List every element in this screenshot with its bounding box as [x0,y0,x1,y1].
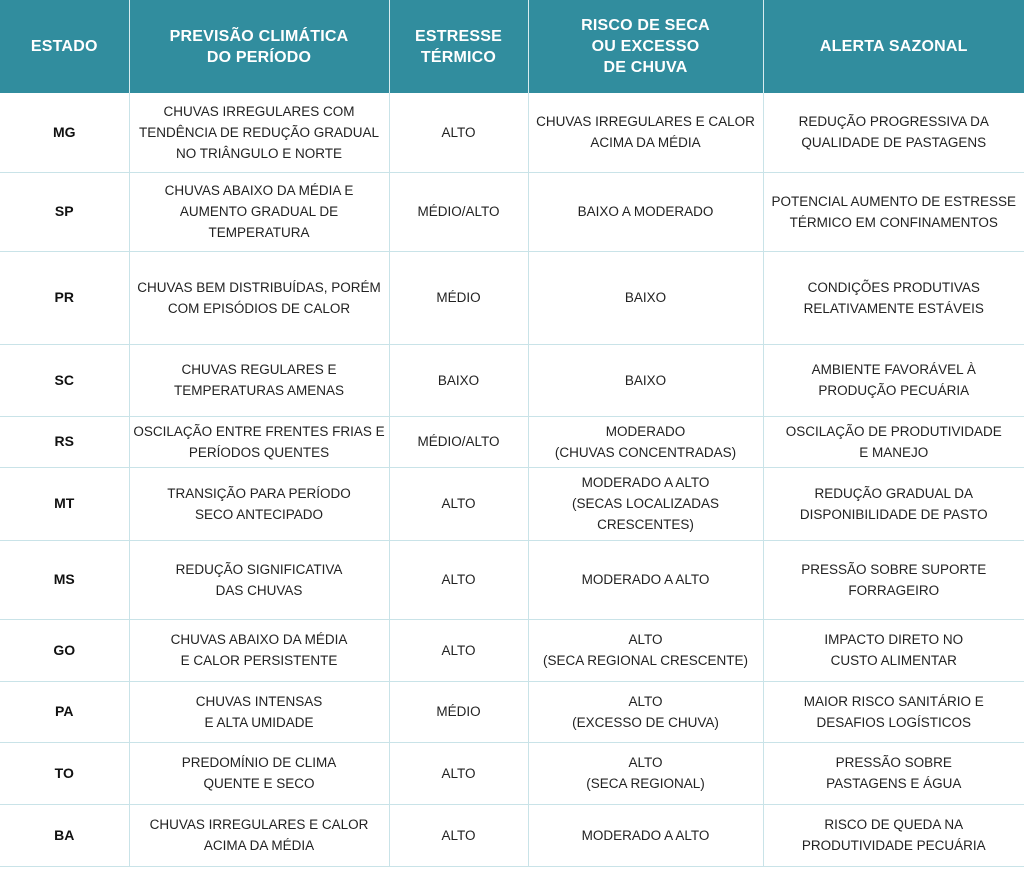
cell-estado [0,742,129,804]
cell-text: SC [54,371,74,388]
cell-text: BAIXO [624,372,667,388]
table-header [0,0,1024,93]
cell-estresse [389,742,528,804]
cell-estado [0,804,129,866]
cell-text: BAIXO [624,290,667,305]
cell-estresse [389,251,528,344]
cell-alerta [763,467,1024,540]
cell-risco [528,93,763,172]
cell-text: ALTO [441,496,476,511]
header-previsao-label: PREVISÃO CLIMÁTICA DO PERÍODO [169,27,349,66]
cell-text: REDUÇÃO SIGNIFICATIVA DAS CHUVAS [175,561,343,598]
cell-alerta [763,540,1024,619]
cell-previsao [129,742,389,804]
cell-text: CHUVAS ABAIXO DA MÉDIA E CALOR PERSISTENTE [170,632,348,668]
cell-text: CHUVAS REGULARES E TEMPERATURAS AMENAS [173,362,345,398]
cell-estado [0,540,129,619]
cell-text: SP [54,203,74,219]
table-row [0,742,1024,804]
cell-text: PRESSÃO SOBRE PASTAGENS E ÁGUA [826,755,962,791]
table-row [0,251,1024,344]
cell-risco [528,344,763,416]
cell-previsao [129,804,389,866]
cell-previsao [129,681,389,742]
cell-estado [0,93,129,172]
cell-text: ALTO [441,124,476,140]
cell-text: MAIOR RISCO SANITÁRIO E DESAFIOS LOGÍSTICOS [803,693,984,730]
cell-previsao [129,467,389,540]
cell-text: PREDOMÍNIO DE CLIMA QUENTE E SECO [181,755,337,791]
cell-text: TRANSIÇÃO PARA PERÍODO SECO ANTECIPADO [167,485,351,522]
cell-text: CHUVAS INTENSAS E ALTA UMIDADE [195,693,323,730]
cell-text: CHUVAS IRREGULARES E CALOR ACIMA DA MÉDIA [149,817,369,853]
cell-estresse [389,416,528,467]
cell-estresse [389,344,528,416]
cell-estado [0,681,129,742]
cell-estresse [389,93,528,172]
cell-text: OSCILAÇÃO ENTRE FRENTES FRIAS E PERÍODOS QUENTES [133,423,385,460]
cell-text: ALTO (SECA REGIONAL CRESCENTE) [542,632,749,668]
cell-text: MÉDIO/ALTO [417,434,500,449]
cell-alerta [763,251,1024,344]
cell-text: RISCO DE QUEDA NA PRODUTIVIDADE PECUÁRIA [801,817,986,853]
table-row [0,540,1024,619]
cell-estado [0,467,129,540]
cell-alerta [763,742,1024,804]
cell-text: IMPACTO DIRETO NO CUSTO ALIMENTAR [824,632,964,668]
cell-alerta [763,93,1024,172]
cell-text: MÉDIO [436,290,481,305]
cell-alerta [763,416,1024,467]
header-alerta-label: ALERTA SAZONAL [819,38,968,55]
header-estresse [389,0,528,93]
cell-text: GO [53,641,76,658]
cell-estado [0,172,129,251]
cell-text: REDUÇÃO PROGRESSIVA DA QUALIDADE DE PASTAGENS [798,114,989,151]
cell-text: ALTO [441,572,476,587]
cell-estado [0,251,129,344]
cell-text: BAIXO [437,372,480,388]
cell-text: CHUVAS IRREGULARES COM TENDÊNCIA DE REDUÇÃO GRADUAL NO TRIÂNGULO E NORTE [138,103,380,161]
cell-text: MODERADO A ALTO [581,827,710,843]
cell-alerta [763,681,1024,742]
cell-estado [0,619,129,681]
cell-estresse [389,540,528,619]
cell-alerta [763,344,1024,416]
cell-text: ALTO (EXCESSO DE CHUVA) [572,693,719,730]
table-row [0,172,1024,251]
cell-text: ALTO [441,642,476,658]
cell-estresse [389,467,528,540]
cell-text: PR [54,289,74,305]
cell-text: BAIXO A MODERADO [577,204,714,219]
cell-previsao [129,619,389,681]
table-row [0,804,1024,866]
cell-risco [528,172,763,251]
cell-estresse [389,172,528,251]
cell-estresse [389,619,528,681]
cell-estado [0,416,129,467]
table-row [0,416,1024,467]
cell-previsao [129,344,389,416]
header-alerta [763,0,1024,93]
table-row [0,681,1024,742]
cell-previsao [129,93,389,172]
cell-risco [528,540,763,619]
header-row [0,0,1024,93]
header-risco [528,0,763,93]
cell-text: POTENCIAL AUMENTO DE ESTRESSE TÉRMICO EM CONFINAMENTOS [771,193,1017,230]
cell-text: AMBIENTE FAVORÁVEL À PRODUÇÃO PECUÁRIA [811,362,976,398]
table-row [0,619,1024,681]
cell-text: BA [54,826,75,843]
cell-risco [528,804,763,866]
header-previsao [129,0,389,93]
cell-text: CHUVAS BEM DISTRIBUÍDAS, PORÉM COM EPISÓDIOS DE CALOR [137,279,381,316]
table-row [0,344,1024,416]
cell-risco [528,619,763,681]
cell-risco [528,416,763,467]
header-estado [0,0,129,93]
table-row [0,467,1024,540]
cell-text: ALTO [441,827,476,843]
cell-text: ALTO [441,765,476,781]
cell-previsao [129,540,389,619]
cell-text: TO [54,764,74,781]
cell-text: MODERADO A ALTO [581,572,710,587]
cell-text: CONDIÇÕES PRODUTIVAS RELATIVAMENTE ESTÁVEIS [803,279,984,316]
cell-alerta [763,804,1024,866]
cell-text: MODERADO A ALTO (SECAS LOCALIZADAS CRESCENTES) [571,475,720,532]
cell-text: OSCILAÇÃO DE PRODUTIVIDADE E MANEJO [785,423,1002,460]
cell-text: REDUÇÃO GRADUAL DA DISPONIBILIDADE DE PASTO [799,485,988,522]
cell-text: MÉDIO/ALTO [417,204,500,219]
cell-text: MT [54,495,75,511]
cell-estresse [389,804,528,866]
cell-text: MS [53,571,75,587]
cell-alerta [763,172,1024,251]
cell-risco [528,681,763,742]
cell-text: ALTO (SECA REGIONAL) [586,755,705,791]
cell-text: MG [52,123,76,140]
cell-alerta [763,619,1024,681]
cell-estresse [389,681,528,742]
cell-text: MÉDIO [436,704,481,719]
cell-estado [0,344,129,416]
table-row [0,93,1024,172]
cell-risco [528,742,763,804]
cell-text: PRESSÃO SOBRE SUPORTE FORRAGEIRO [801,561,987,598]
cell-previsao [129,172,389,251]
cell-text: PA [55,703,74,719]
header-risco-label: RISCO DE SECA OU EXCESSO DE CHUVA [581,17,710,76]
header-estresse-label: ESTRESSE TÉRMICO [415,27,502,66]
cell-risco [528,251,763,344]
cell-previsao [129,251,389,344]
cell-risco [528,467,763,540]
cell-text: RS [54,433,74,449]
header-estado-label: ESTADO [30,38,98,55]
cell-text: MODERADO (CHUVAS CONCENTRADAS) [554,423,737,460]
cell-previsao [129,416,389,467]
table-body [0,93,1024,866]
cell-text: CHUVAS IRREGULARES E CALOR ACIMA DA MÉDIA [536,114,755,151]
cell-text: CHUVAS ABAIXO DA MÉDIA E AUMENTO GRADUAL DE TEMPERATURA [164,183,354,240]
